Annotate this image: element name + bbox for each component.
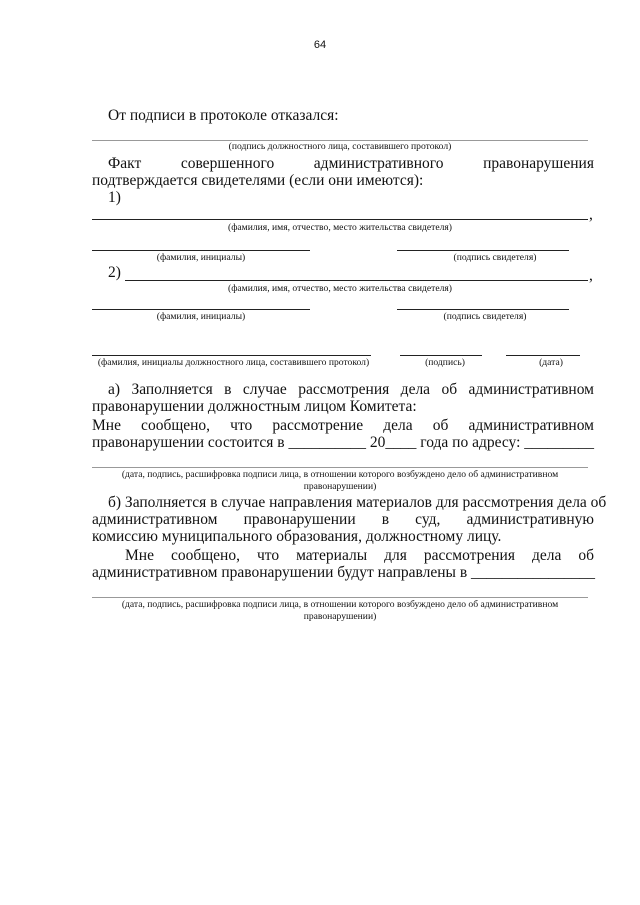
witness-1-signature-caption: (подпись свидетеля) [453, 252, 537, 263]
witness-2-line [125, 280, 588, 281]
section-b-caption: (дата, подпись, расшифровка подписи лица, в отношении которого возбуждено дело об административном правонарушении) [121, 599, 559, 622]
witness-1-initials-line [92, 250, 310, 251]
word: Факт [108, 155, 142, 172]
refusal-text: От подписи в протоколе отказался: [108, 107, 339, 124]
witness-1-line [92, 219, 588, 220]
official-name-line [92, 355, 371, 356]
official-sign-caption: (подпись) [425, 357, 465, 368]
witness-1-comma: , [589, 206, 593, 223]
section-a-line2: правонарушении должностным лицом Комитета: [92, 398, 417, 415]
section-a-caption: (дата, подпись, расшифровка подписи лица, в отношении которого возбуждено дело об административном правонарушении) [121, 469, 559, 492]
word: правонарушения [483, 155, 594, 172]
section-b-line5: административном правонарушении будут направлены в ________________ [92, 564, 596, 581]
official-date-line [506, 355, 580, 356]
official-date-caption: (дата) [539, 357, 563, 368]
witness-2-caption: (фамилия, имя, отчество, место жительства свидетеля) [228, 283, 452, 294]
section-b-line1: б) Заполняется в случае направления материалов для рассмотрения дела об [108, 494, 607, 511]
witness-2-initials-caption: (фамилия, инициалы) [156, 311, 246, 322]
section-a-line1: а) Заполняется в случае рассмотрения дела об административном [108, 381, 594, 398]
section-b-line3: комиссию муниципального образования, должностному лицу. [92, 528, 502, 545]
witness-2-number: 2) [108, 264, 121, 281]
witness-intro-line2: подтверждается свидетелями (если они имеются): [92, 172, 424, 189]
section-b-line2: административном правонарушении в суд, административную [92, 511, 594, 528]
witness-1-initials-caption: (фамилия, инициалы) [156, 252, 246, 263]
official-sign-line [400, 355, 482, 356]
section-a-signature-line [92, 467, 588, 468]
section-a-line4: правонарушении состоится в __________ 20____ года по адресу: _________ [92, 434, 595, 451]
witness-1-number: 1) [108, 189, 121, 206]
section-a-line3: Мне сообщено, что рассмотрение дела об административном [92, 417, 594, 434]
word: совершенного [180, 155, 275, 172]
witness-1-caption: (фамилия, имя, отчество, место жительства свидетеля) [228, 222, 452, 233]
word: административного [313, 155, 444, 172]
section-b-line4: Мне сообщено, что материалы для рассмотрения дела об [125, 547, 594, 564]
witness-2-signature-caption: (подпись свидетеля) [443, 311, 527, 322]
witness-2-initials-line [92, 309, 310, 310]
page-number: 64 [313, 39, 327, 51]
witness-intro-line1 [108, 155, 594, 173]
witness-2-signature-line [397, 309, 569, 310]
refusal-caption: (подпись должностного лица, составившего протокол) [228, 141, 452, 152]
witness-2-comma: , [589, 267, 593, 284]
official-name-caption: (фамилия, инициалы должностного лица, составившего протокол) [97, 357, 370, 368]
witness-1-signature-line [397, 250, 569, 251]
section-b-signature-line [92, 597, 588, 598]
